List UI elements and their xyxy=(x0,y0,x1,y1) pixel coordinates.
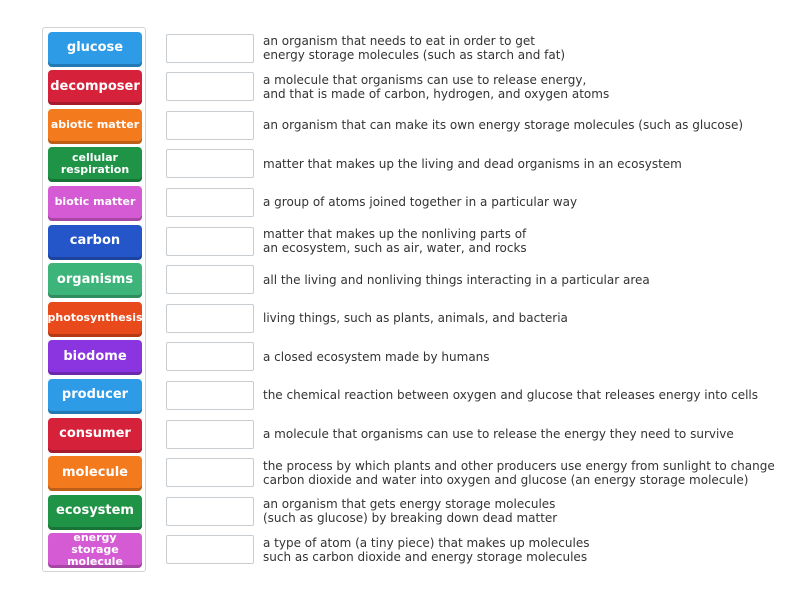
answer-drop-box[interactable] xyxy=(166,535,254,564)
term-tile[interactable]: photosynthesis xyxy=(48,302,142,337)
word-bank xyxy=(42,27,146,572)
definition-text: the chemical reaction between oxygen and glucose that releases energy into cells xyxy=(263,388,758,403)
answer-drop-box[interactable] xyxy=(166,381,254,410)
term-tile[interactable]: consumer xyxy=(48,418,142,453)
term-tile[interactable]: cellular respiration xyxy=(48,147,142,182)
definition-text: living things, such as plants, animals, and bacteria xyxy=(263,311,568,326)
term-tile[interactable]: decomposer xyxy=(48,70,142,105)
answer-drop-box[interactable] xyxy=(166,420,254,449)
term-tile[interactable]: abiotic matter xyxy=(48,109,142,144)
definition-text: matter that makes up the nonliving parts of an ecosystem, such as air, water, and rocks xyxy=(263,227,527,255)
definition-text: an organism that gets energy storage molecules (such as glucose) by breaking down dead matter xyxy=(263,497,558,526)
definition-text: a closed ecosystem made by humans xyxy=(263,349,490,364)
answer-drop-box[interactable] xyxy=(166,265,254,294)
answer-drop-box[interactable] xyxy=(166,188,254,217)
term-tile[interactable]: ecosystem xyxy=(48,495,142,530)
answer-drop-box[interactable] xyxy=(166,458,254,487)
term-tile[interactable]: energy storage molecule xyxy=(48,533,142,568)
answer-drop-box[interactable] xyxy=(166,149,254,178)
definition-text: a type of atom (a tiny piece) that makes up molecules such as carbon dioxide and energy storage molecules xyxy=(263,535,590,564)
term-tile[interactable]: producer xyxy=(48,379,142,414)
definition-text: a molecule that organisms can use to release the energy they need to survive xyxy=(263,427,734,441)
answer-drop-box[interactable] xyxy=(166,111,254,140)
answer-drop-box[interactable] xyxy=(166,497,254,526)
definition-text: the process by which plants and other producers use energy from sunlight to change carbon dioxide and water into oxygen and glucose (an energy storage molecule) xyxy=(263,458,775,487)
answer-drop-box[interactable] xyxy=(166,342,254,371)
definition-text: an organism that needs to eat in order to get energy storage molecules (such as starch and fat) xyxy=(263,34,566,62)
definition-text: a group of atoms joined together in a particular way xyxy=(263,195,578,210)
term-tile[interactable]: organisms xyxy=(48,263,142,298)
definition-text: a molecule that organisms can use to release energy, and that is made of carbon, hydrogen, and oxygen atoms xyxy=(263,72,610,101)
answer-drop-box[interactable] xyxy=(166,72,254,101)
definition-text: an organism that can make its own energy storage molecules (such as glucose) xyxy=(263,118,744,133)
definition-text: matter that makes up the living and dead organisms in an ecosystem xyxy=(263,156,682,171)
term-tile[interactable]: biotic matter xyxy=(48,186,142,221)
term-tile[interactable]: carbon xyxy=(48,225,142,260)
answer-drop-box[interactable] xyxy=(166,304,254,333)
definition-text: all the living and nonliving things interacting in a particular area xyxy=(263,272,650,287)
term-tile[interactable]: biodome xyxy=(48,340,142,375)
answer-drop-box[interactable] xyxy=(166,34,254,63)
term-tile[interactable]: molecule xyxy=(48,456,142,491)
answer-drop-box[interactable] xyxy=(166,227,254,256)
term-tile[interactable]: glucose xyxy=(48,32,142,67)
